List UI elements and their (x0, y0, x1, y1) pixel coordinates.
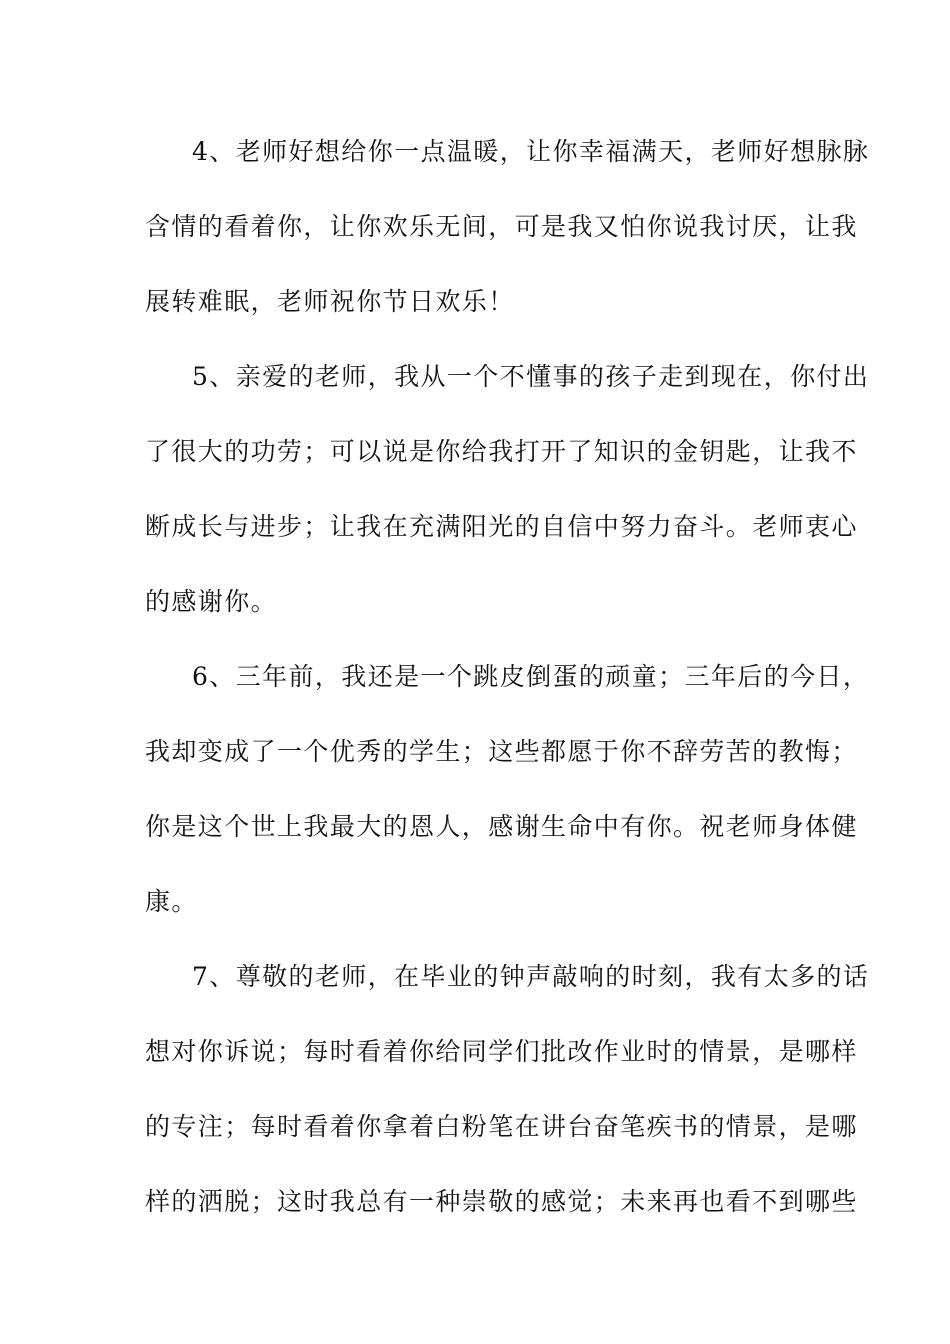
paragraph-5-line-4: 的感谢你。 (145, 587, 278, 616)
paragraph-4-line-2: 含情的看着你，让你欢乐无间，可是我又怕你说我讨厌，让我 (145, 212, 858, 241)
paragraph-5-line-2: 了很大的功劳；可以说是你给我打开了知识的金钥匙，让我不 (145, 437, 858, 466)
paragraph-6-line-4: 康。 (145, 887, 198, 916)
paragraph-4-line-1: 4、老师好想给你一点温暖，让你幸福满天，老师好想脉脉 (192, 137, 870, 166)
paragraph-6-line-2: 我却变成了一个优秀的学生；这些都愿于你不辞劳苦的教悔； (145, 737, 858, 766)
paragraph-4-line-3: 展转难眠，老师祝你节日欢乐！ (145, 287, 515, 316)
paragraph-6-line-3: 你是这个世上我最大的恩人，感谢生命中有你。祝老师身体健 (145, 812, 858, 841)
paragraph-5-line-3: 断成长与进步；让我在充满阳光的自信中努力奋斗。老师衷心 (145, 512, 858, 541)
paragraph-7-line-1: 7、尊敬的老师，在毕业的钟声敲响的时刻，我有太多的话 (192, 962, 870, 991)
paragraph-6-line-1: 6、三年前，我还是一个跳皮倒蛋的顽童；三年后的今日， (192, 662, 870, 691)
paragraph-7-line-4: 样的洒脱；这时我总有一种崇敬的感觉；未来再也看不到哪些 (145, 1187, 858, 1216)
paragraph-7-line-3: 的专注；每时看着你拿着白粉笔在讲台奋笔疾书的情景，是哪 (145, 1112, 858, 1141)
paragraph-5-line-1: 5、亲爱的老师，我从一个不懂事的孩子走到现在，你付出 (192, 362, 870, 391)
paragraph-7-line-2: 想对你诉说；每时看着你给同学们批改作业时的情景，是哪样 (145, 1037, 858, 1066)
